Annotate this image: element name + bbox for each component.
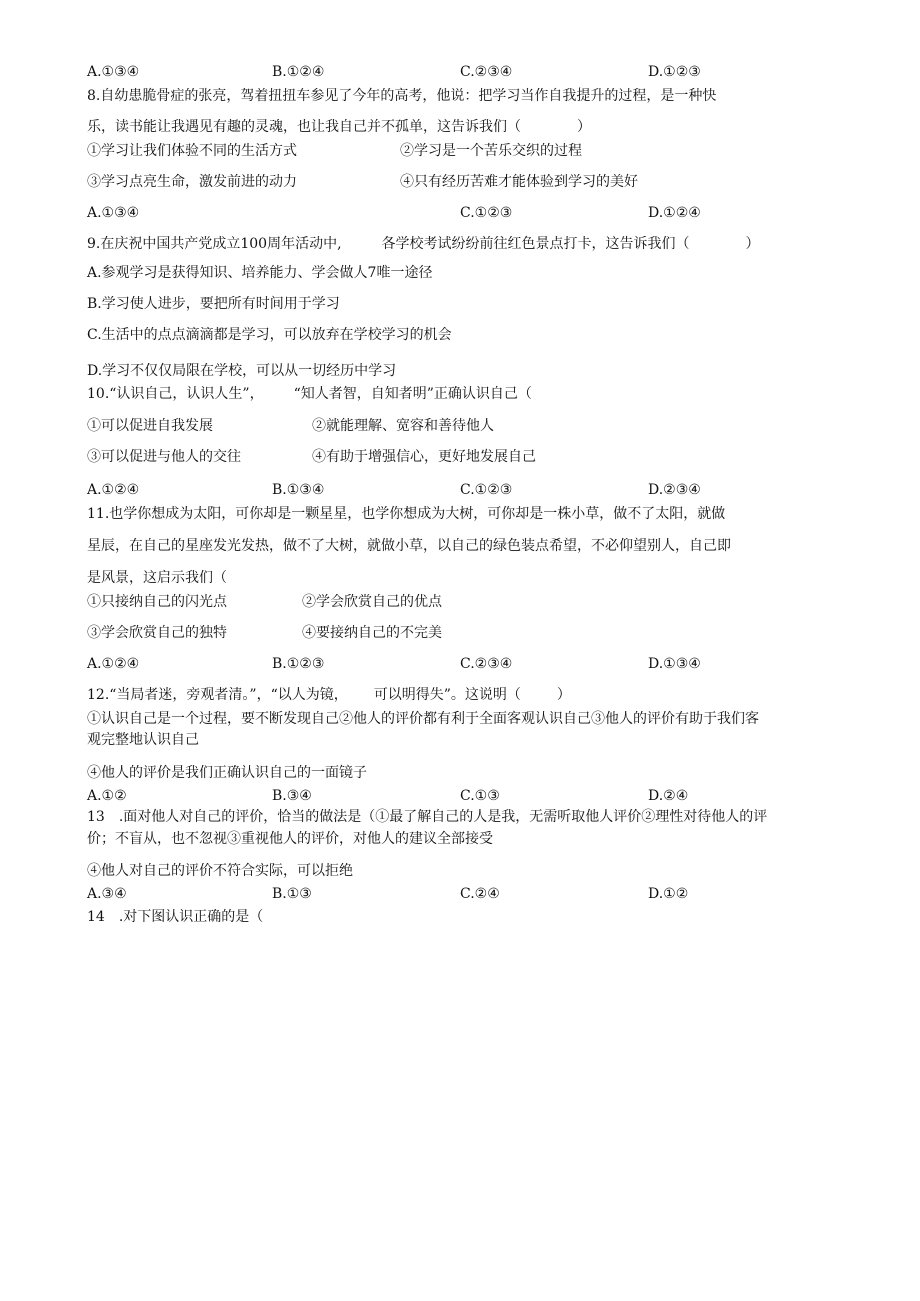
q8-option-a: A.①③④ [87,205,140,221]
q10-stem-part2: “知人者智，自知者明”正确认识自己（ [293,386,532,402]
q12-stem-close: ） [556,687,571,703]
q12-option-b: B.③④ [272,788,312,804]
q12-stem [87,686,571,704]
q7-option-d: D.①②③ [648,64,701,80]
q9-option-d: D.学习不仅仅局限在学校，可以从一切经历中学习 [87,363,397,379]
q13-option-b: B.①③ [272,886,312,902]
q8-stem-close: ） [577,119,591,135]
q11-statement-4: ④要接纳自己的不完美 [302,625,442,641]
q12-option-c: C.①③ [460,788,500,804]
q10-option-b: B.①③④ [272,482,325,498]
q10-stem [87,385,532,403]
q7-option-c: C.②③④ [460,64,513,80]
q9-option-b: B.学习使人进步，要把所有时间用于学习 [87,296,340,312]
q11-option-d: D.①③④ [648,656,701,672]
q10-statement-2: ②就能理解、宽容和善待他人 [312,418,494,434]
q12-stem-part2: 可以明得失”。这说明（ [373,687,521,703]
q9-stem-close: ） [745,236,760,252]
q8-option-c: C.①②③ [460,205,513,221]
q7-option-a: A.①③④ [87,64,140,80]
q8-stem-line2 [87,118,591,136]
q8-stem-text: 乐，读书能让我遇见有趣的灵魂，也让我自己并不孤单，这告诉我们（ [87,119,521,135]
q9-stem-part2: 各学校考试纷纷前往红色景点打卡，这告诉我们（ [381,236,690,252]
q12-statements-line2: 观完整地认识自己 [87,732,199,748]
q10-option-c: C.①②③ [460,482,513,498]
q12-option-d: D.②④ [648,788,689,804]
q13-option-a: A.③④ [87,886,127,902]
q8-stem-line1: 8.自幼患脆骨症的张亮，驾着扭扭车参见了今年的高考，他说：把学习当作自我提升的过程，是一种快 [87,88,717,104]
q8-statement-3: ③学习点亮生命，激发前进的动力 [87,174,297,190]
q11-stem-line3: 是风景，这启示我们（ [87,570,227,586]
q13-option-d: D.①② [648,886,689,902]
q9-stem-part1: 9.在庆祝中国共产党成立100周年活动中, [87,236,342,252]
q8-statement-4: ④只有经历苦难才能体验到学习的美好 [400,174,638,190]
q12-statement-4: ④他人的评价是我们正确认识自己的一面镜子 [87,765,367,781]
q8-option-d: D.①②④ [648,205,701,221]
q9-stem [87,235,760,253]
q9-option-c: C.生活中的点点滴滴都是学习，可以放弃在学校学习的机会 [87,327,452,343]
q11-statement-2: ②学会欣赏自己的优点 [302,594,442,610]
q11-option-c: C.②③④ [460,656,513,672]
q11-stem-line1: 11.也学你想成为太阳，可你却是一颗星星，也学你想成为大树，可你却是一株小草，做不了太阳，就做 [87,506,726,522]
q11-statement-3: ③学会欣赏自己的独特 [87,625,227,641]
q11-option-a: A.①②④ [87,656,140,672]
q10-statement-1: ①可以促进自我发展 [87,418,213,434]
q8-statement-2: ②学习是一个苦乐交织的过程 [400,143,582,159]
q12-stem-part1: 12.“当局者迷，旁观者清。”，“以人为镜， [87,687,348,703]
q13-statement-4: ④他人对自己的评价不符合实际，可以拒绝 [87,863,353,879]
q12-option-a: A.①② [87,788,127,804]
q11-stem-line2: 星辰，在自己的星座发光发热，做不了大树，就做小草，以自己的绿色装点希望，不必仰望别人，自己即 [87,538,731,554]
q13-stem-line2: 价；不盲从，也不忽视③重视他人的评价，对他人的建议全部接受 [87,831,493,847]
q11-option-b: B.①②③ [272,656,325,672]
q10-statement-3: ③可以促进与他人的交往 [87,449,241,465]
q9-option-a: A.参观学习是获得知识、培养能力、学会做人7唯一途径 [87,265,433,281]
q12-statements-line1: ①认识自己是一个过程，要不断发现自己②他人的评价都有利于全面客观认识自己③他人的评价有助于我们客 [87,711,759,727]
q10-stem-part1: 10.“认识自己，认识人生”， [87,386,264,402]
q13-stem-line1: 13 .面对他人对自己的评价，恰当的做法是（①最了解自己的人是我，无需听取他人评价②理性对待他人的评 [87,809,768,825]
q10-option-a: A.①②④ [87,482,140,498]
q10-statement-4: ④有助于增强信心，更好地发展自己 [312,449,536,465]
q7-option-b: B.①②④ [272,64,325,80]
q11-statement-1: ①只接纳自己的闪光点 [87,594,227,610]
q8-statement-1: ①学习让我们体验不同的生活方式 [87,143,297,159]
q14-stem: 14 .对下图认识正确的是（ [87,909,264,925]
q13-option-c: C.②④ [460,886,500,902]
q10-option-d: D.②③④ [648,482,701,498]
